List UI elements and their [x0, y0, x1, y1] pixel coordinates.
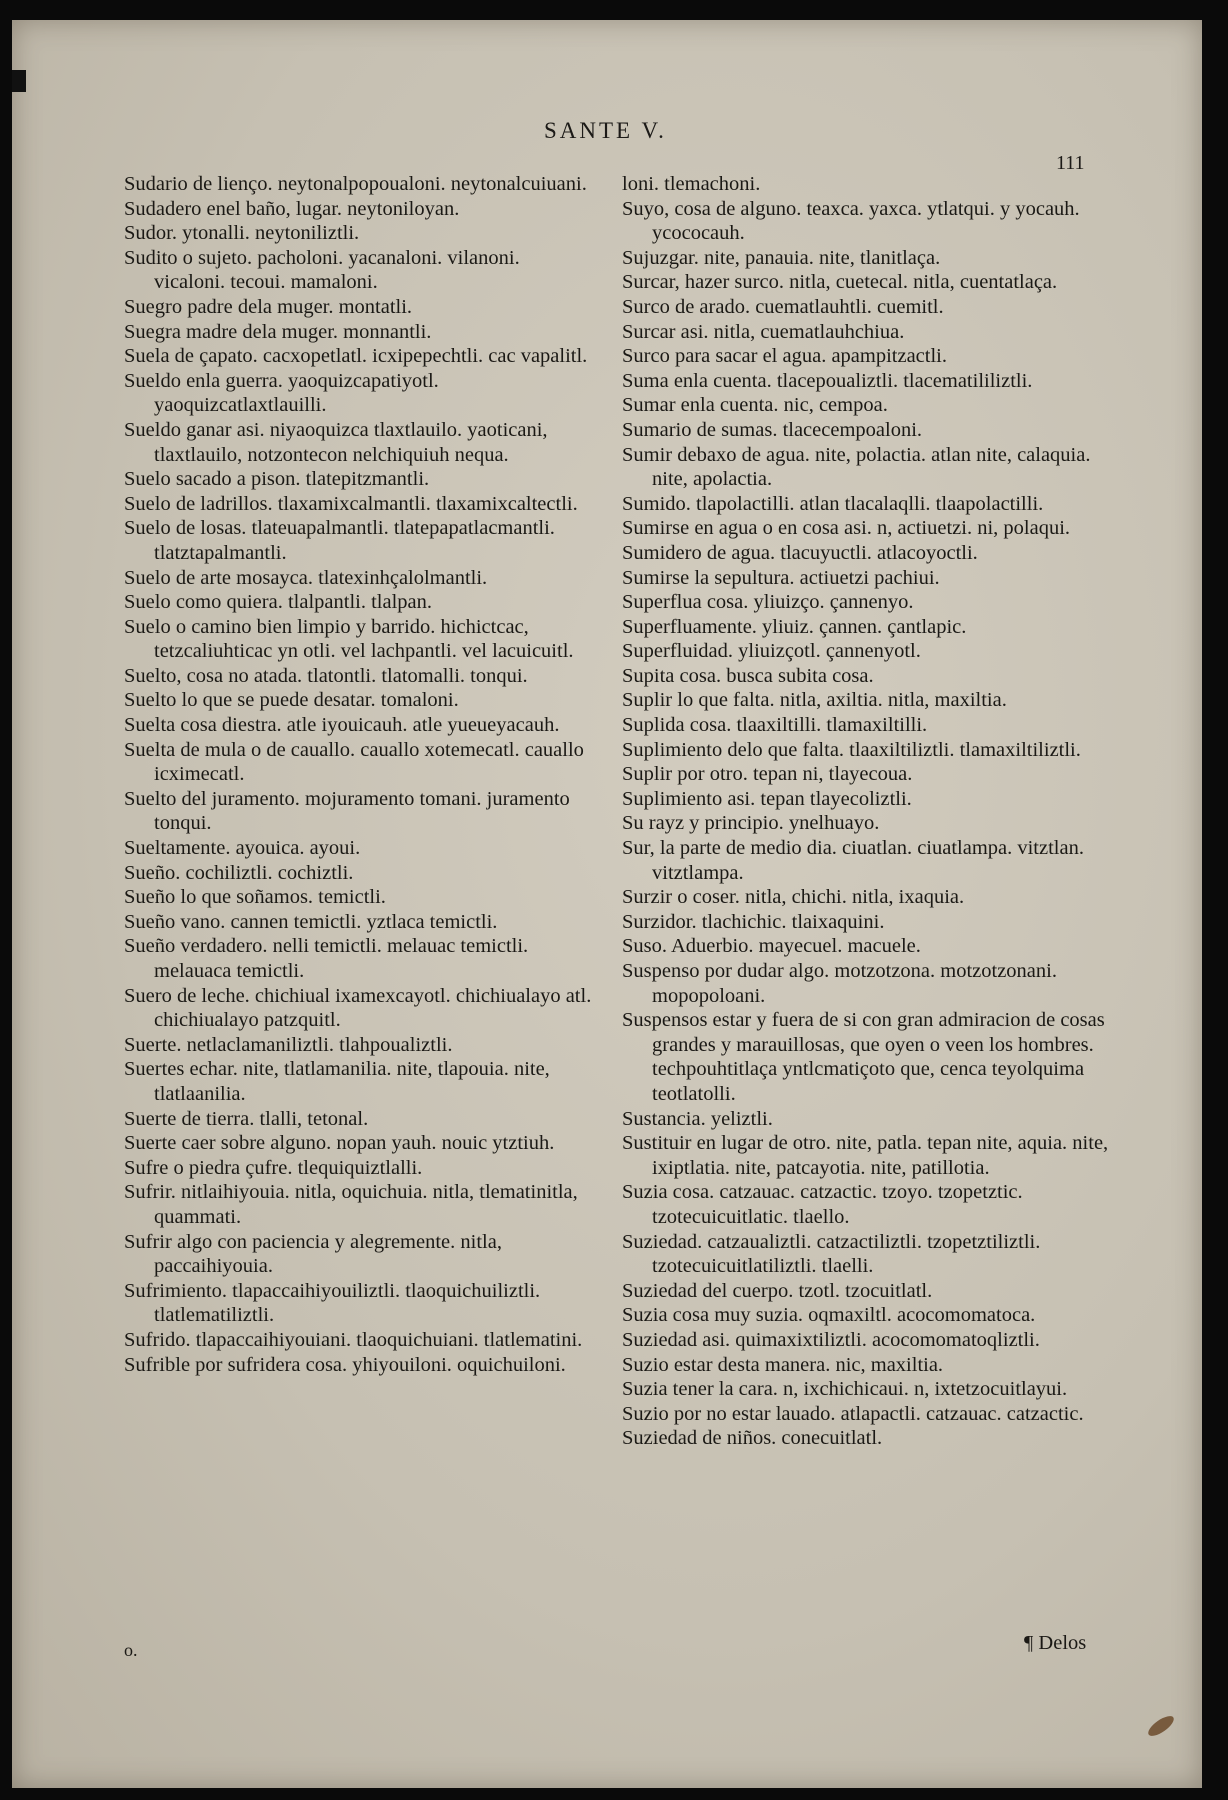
- running-header: SANTE V.: [544, 118, 667, 143]
- dictionary-entry: Sumidero de agua. tlacuyuctli. atlacoyoctli.: [622, 541, 978, 564]
- dictionary-entry: Sustancia. yeliztli.: [622, 1107, 773, 1130]
- dictionary-entry: Sufrido. tlapaccaihiyouiani. tlaoquichuiani. tlatlematini.: [124, 1328, 583, 1351]
- dictionary-entry: Suziedad. catzaualiztli. catzactiliztli. tzopetztiliztli. tzotecuicuitlatiliztli. tlaelli.: [622, 1230, 1041, 1278]
- dictionary-entry: Sufre o piedra çufre. tlequiquiztlalli.: [124, 1156, 423, 1179]
- dictionary-entry: Suerte. netlaclamaniliztli. tlahpoualiztli.: [124, 1033, 453, 1056]
- dictionary-entry: Suero de leche. chichiual ixamexcayotl. chichiualayo atl. chichiualayo patzquitl.: [124, 984, 592, 1032]
- paper-stain: [1145, 1712, 1176, 1739]
- dictionary-entry: Sudor. ytonalli. neytoniliztli.: [124, 222, 360, 245]
- dictionary-entry: Sujuzgar. nite, panauia. nite, tlanitlaça.: [622, 246, 941, 269]
- dictionary-entry: Suelto lo que se puede desatar. tomaloni.: [124, 689, 459, 712]
- dictionary-entry: Sufrir. nitlaihiyouia. nitla, oquichuia. nitla, tlematinitla, quammati.: [124, 1181, 578, 1228]
- dictionary-entry: Suzio por no estar lauado. atlapactli. catzauac. catzactic.: [622, 1402, 1084, 1425]
- dictionary-entry: Surco para sacar el agua. apampitzactli.: [622, 345, 947, 368]
- dictionary-entry: Suelo de losas. tlateuapalmantli. tlatepapatlacmantli. tlatztapalmantli.: [124, 517, 555, 564]
- dictionary-entry: Suerte caer sobre alguno. nopan yauh. nouic ytztiuh.: [124, 1132, 555, 1155]
- dictionary-entry: Suso. Aduerbio. mayecuel. macuele.: [622, 935, 921, 958]
- dictionary-entry: Sueño vano. cannen temictli. yztlaca temictli.: [124, 910, 498, 933]
- dictionary-entry: Suma enla cuenta. tlacepoualiztli. tlacematililiztli.: [622, 369, 1033, 392]
- dictionary-entry: Suziedad del cuerpo. tzotl. tzocuitlatl.: [622, 1279, 933, 1302]
- dictionary-entry: Suelo de ladrillos. tlaxamixcalmantli. tlaxamixcaltectli.: [124, 492, 578, 515]
- dictionary-entry: Suelo de arte mosayca. tlatexinhçalolmantli.: [124, 566, 488, 589]
- dictionary-entry: Supita cosa. busca subita cosa.: [622, 664, 874, 687]
- dictionary-entry: Sumar enla cuenta. nic, cempoa.: [622, 394, 888, 417]
- dictionary-entry: Suziedad de niños. conecuitlatl.: [622, 1427, 883, 1450]
- stray-mark: o.: [124, 1640, 138, 1660]
- dictionary-entry: Superfluamente. yliuiz. çannen. çantlapic.: [622, 615, 967, 638]
- dictionary-entry: Suzio estar desta manera. nic, maxiltia.: [622, 1353, 944, 1376]
- dictionary-entry: Sueldo enla guerra. yaoquizcapatiyotl. yaoquizcatlaxtlauilli.: [124, 369, 439, 417]
- dictionary-entry: Sueldo ganar asi. niyaoquizca tlaxtlauilo. yaoticani, tlaxtlauilo, notzontecon nelchiquiuh nequa.: [124, 418, 548, 466]
- dictionary-entry: Surzir o coser. nitla, chichi. nitla, ixaquia.: [622, 886, 965, 909]
- dictionary-entry: loni. tlemachoni.: [622, 173, 761, 195]
- dictionary-entry: Suplimiento delo que falta. tlaaxiltiliztli. tlamaxiltiliztli.: [622, 738, 1081, 761]
- dictionary-entry: Surcar, hazer surco. nitla, cuetecal. nitla, cuentatlaça.: [622, 271, 1058, 294]
- dictionary-entry: Suelta de mula o de cauallo. cauallo xotemecatl. cauallo icximecatl.: [124, 738, 584, 786]
- dictionary-entry: Surcar asi. nitla, cuematlauhchiua.: [622, 320, 905, 343]
- dictionary-entry: Suerte de tierra. tlalli, tetonal.: [124, 1107, 369, 1130]
- dictionary-entry: Sudario de lienço. neytonalpopoualoni. neytonalcuiuani.: [124, 173, 587, 195]
- dictionary-entry: Suzia cosa muy suzia. oqmaxiltl. acocomomatoca.: [622, 1304, 1036, 1327]
- dictionary-entry: Sumirse en agua o en cosa asi. n, actiuetzi. ni, polaqui.: [622, 517, 1071, 540]
- right-column: [622, 172, 1112, 1451]
- dictionary-entry: Sueño verdadero. nelli temictli. melauac temictli. melauaca temictli.: [124, 935, 529, 982]
- folio-number: 111: [1056, 152, 1085, 174]
- dictionary-entry: Surzidor. tlachichic. tlaixaquini.: [622, 910, 885, 933]
- dictionary-entry: Suziedad asi. quimaxixtiliztli. acocomomatoqliztli.: [622, 1328, 1040, 1351]
- dictionary-entry: Sumido. tlapolactilli. atlan tlacalaqlli. tlaapolactilli.: [622, 492, 1044, 515]
- dictionary-entry: Suspensos estar y fuera de si con gran admiracion de cosas grandes y marauillosas, que oyen o veen los hombres. techpouhtitlaça yntlcmatiçoto que, cenca teyolquima teotlatolli.: [622, 1009, 1105, 1105]
- dictionary-entry: Sudadero enel baño, lugar. neytoniloyan.: [124, 197, 460, 220]
- dictionary-entry: Suplir lo que falta. nitla, axiltia. nitla, maxiltia.: [622, 689, 1007, 712]
- dictionary-entry: Suelto, cosa no atada. tlatontli. tlatomalli. tonqui.: [124, 664, 528, 687]
- dictionary-entry: Su rayz y principio. ynelhuayo.: [622, 812, 880, 835]
- dictionary-entry: Sur, la parte de medio dia. ciuatlan. ciuatlampa. vitztlan. vitztlampa.: [622, 837, 1084, 884]
- dictionary-entry: Sumir debaxo de agua. nite, polactia. atlan nite, calaquia. nite, apolactia.: [622, 443, 1091, 491]
- dictionary-entry: Suelta cosa diestra. atle iyouicauh. atle yueueyacauh.: [124, 714, 560, 737]
- book-page: [12, 20, 1202, 1788]
- dictionary-entry: Suzia tener la cara. n, ixchichicaui. n, ixtetzocuitlayui.: [622, 1378, 1068, 1401]
- dictionary-entry: Sueño lo que soñamos. temictli.: [124, 886, 386, 909]
- dictionary-entry: Suplida cosa. tlaaxiltilli. tlamaxiltilli.: [622, 714, 928, 737]
- dictionary-entry: Surco de arado. cuematlauhtli. cuemitl.: [622, 295, 944, 318]
- catchword: ¶ Delos: [1024, 1632, 1087, 1654]
- dictionary-entry: Suelto del juramento. mojuramento tomani. juramento tonqui.: [124, 787, 570, 835]
- dictionary-entry: Suegra madre dela muger. monnantli.: [124, 320, 432, 343]
- dictionary-entry: Sufrimiento. tlapaccaihiyouiliztli. tlaoquichuiliztli. tlatlematiliztli.: [124, 1279, 541, 1327]
- dictionary-entry: Superflua cosa. yliuizço. çannenyo.: [622, 591, 914, 614]
- dictionary-entry: Suyo, cosa de alguno. teaxca. yaxca. ytlatqui. y yocauh. ycococauh.: [622, 197, 1080, 245]
- dictionary-entry: Suertes echar. nite, tlatlamanilia. nite, tlapouia. nite, tlatlaanilia.: [124, 1058, 550, 1105]
- dictionary-entry: Suegro padre dela muger. montatli.: [124, 295, 413, 318]
- dictionary-entry: Sudito o sujeto. pacholoni. yacanaloni. vilanoni. vicaloni. tecoui. mamaloni.: [124, 246, 520, 294]
- dictionary-entry: Suelo como quiera. tlalpantli. tlalpan.: [124, 591, 432, 614]
- dictionary-entry: Sufrible por sufridera cosa. yhiyouiloni. oquichuiloni.: [124, 1353, 566, 1376]
- dictionary-entry: Suspenso por dudar algo. motzotzona. motzotzonani. mopopoloani.: [622, 960, 1057, 1007]
- dictionary-entry: Suplimiento asi. tepan tlayecoliztli.: [622, 787, 912, 810]
- dictionary-entry: Sueltamente. ayouica. ayoui.: [124, 837, 361, 860]
- dictionary-entry: Sueño. cochiliztli. cochiztli.: [124, 861, 354, 884]
- dictionary-entry: Suzia cosa. catzauac. catzactic. tzoyo. tzopetztic. tzotecuicuitlatic. tlaello.: [622, 1181, 1023, 1228]
- dictionary-entry: Sumirse la sepultura. actiuetzi pachiui.: [622, 566, 940, 589]
- dictionary-entry: Sufrir algo con paciencia y alegremente. nitla, paccaihiyouia.: [124, 1230, 502, 1278]
- binding-edge-mark: [12, 70, 26, 92]
- dictionary-entry: Superfluidad. yliuizçotl. çannenyotl.: [622, 640, 921, 663]
- left-column: [124, 172, 594, 1377]
- dictionary-entry: Suelo sacado a pison. tlatepitzmantli.: [124, 468, 430, 491]
- dictionary-entry: Sumario de sumas. tlacecempoaloni.: [622, 418, 923, 441]
- dictionary-entry: Suplir por otro. tepan ni, tlayecoua.: [622, 763, 913, 786]
- dictionary-entry: Suelo o camino bien limpio y barrido. hichictcac, tetzcaliuhticac yn otli. vel lachpantli. vel lacuicuitl.: [124, 615, 574, 663]
- dictionary-entry: Suela de çapato. cacxopetlatl. icxipepechtli. cac vapalitl.: [124, 345, 588, 368]
- dictionary-entry: Sustituir en lugar de otro. nite, patla. tepan nite, aquia. nite, ixiptlatia. nite, patcayotia. nite, patillotia.: [622, 1132, 1109, 1179]
